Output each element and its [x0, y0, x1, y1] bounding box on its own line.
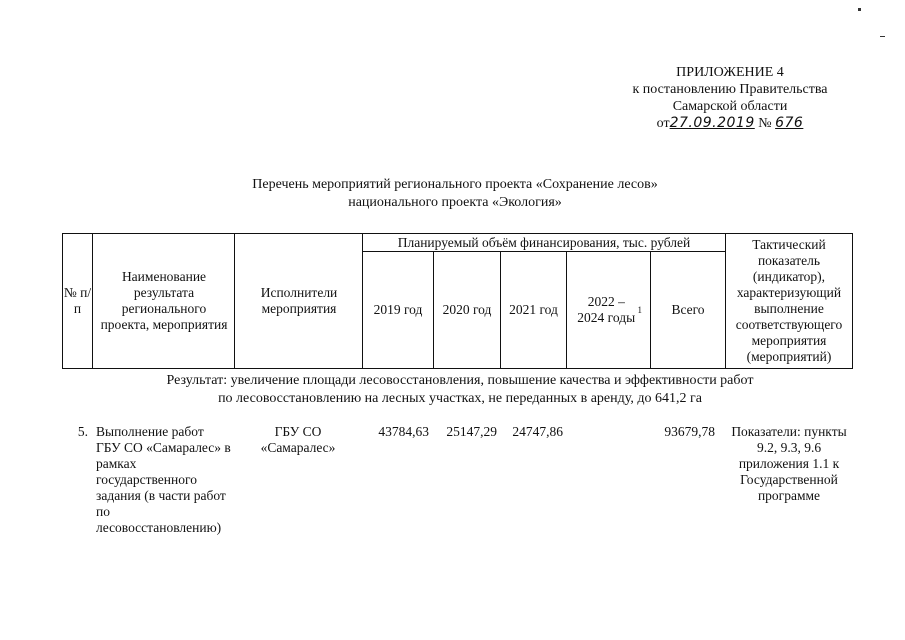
row-indicator: Показатели: пункты 9.2, 9.3, 9.6 приложения 1.1 к Государственной программе — [731, 424, 847, 503]
appendix-block — [600, 64, 860, 132]
result-line-2: по лесовосстановлению на лесных участках, не переданных в аренду, до 641,2 га — [218, 391, 702, 406]
handwritten-number: 676 — [775, 115, 804, 131]
col-divider — [234, 233, 235, 369]
header-2020: 2020 год — [442, 302, 492, 317]
header-2022-2024-label: 2022 – 2024 годы — [577, 294, 636, 325]
document-title — [150, 176, 760, 212]
scan-mark — [880, 36, 885, 37]
header-total: Всего — [671, 302, 705, 317]
header-num: № п/п — [63, 285, 92, 316]
appendix-date-line — [600, 115, 860, 132]
table-border-bottom — [62, 368, 853, 369]
handwritten-date: 27.09.2019 — [669, 115, 755, 131]
document-title-line-1: Перечень мероприятий регионального проекта «Сохранение лесов» — [252, 177, 658, 192]
appendix-line-2: Самарской области — [672, 99, 788, 114]
result-line-1: Результат: увеличение площади лесовосстановления, повышение качества и эффективности работ — [166, 373, 754, 388]
scan-mark — [858, 8, 861, 11]
col-divider — [92, 233, 93, 369]
row-2020: 25147,29 — [446, 424, 497, 439]
footnote-mark: 1 — [637, 305, 642, 315]
row-2021: 24747,86 — [512, 424, 563, 439]
number-prefix: № — [758, 116, 772, 131]
header-2022-2024 — [567, 252, 650, 368]
header-name: Наименование результата регионального проекта, мероприятия — [100, 269, 228, 332]
header-2021: 2021 год — [509, 302, 558, 317]
row-2019: 43784,63 — [378, 424, 429, 439]
result-statement — [90, 372, 830, 408]
header-executors: Исполнители мероприятия — [260, 285, 338, 316]
row-executor: ГБУ СО «Самаралес» — [260, 424, 336, 455]
row-num: 5. — [77, 424, 88, 439]
header-indicator: Тактический показатель (индикатор), характеризующий выполнение соответствующего мероприятия (мероприятий) — [735, 237, 843, 364]
appendix-line-1: к постановлению Правительства — [632, 82, 828, 97]
header-2019: 2019 год — [373, 302, 423, 317]
header-financing-group: Планируемый объём финансирования, тыс. рублей — [397, 234, 691, 250]
date-prefix: от — [656, 116, 670, 131]
row-name: Выполнение работ ГБУ СО «Самаралес» в рамках государственного задания (в части работ по лесовосстановлению) — [96, 424, 231, 535]
row-total: 93679,78 — [664, 424, 715, 439]
document-title-line-2: национального проекта «Экология» — [348, 195, 562, 210]
table-border-right — [852, 233, 853, 369]
appendix-title: ПРИЛОЖЕНИЕ 4 — [676, 65, 784, 80]
